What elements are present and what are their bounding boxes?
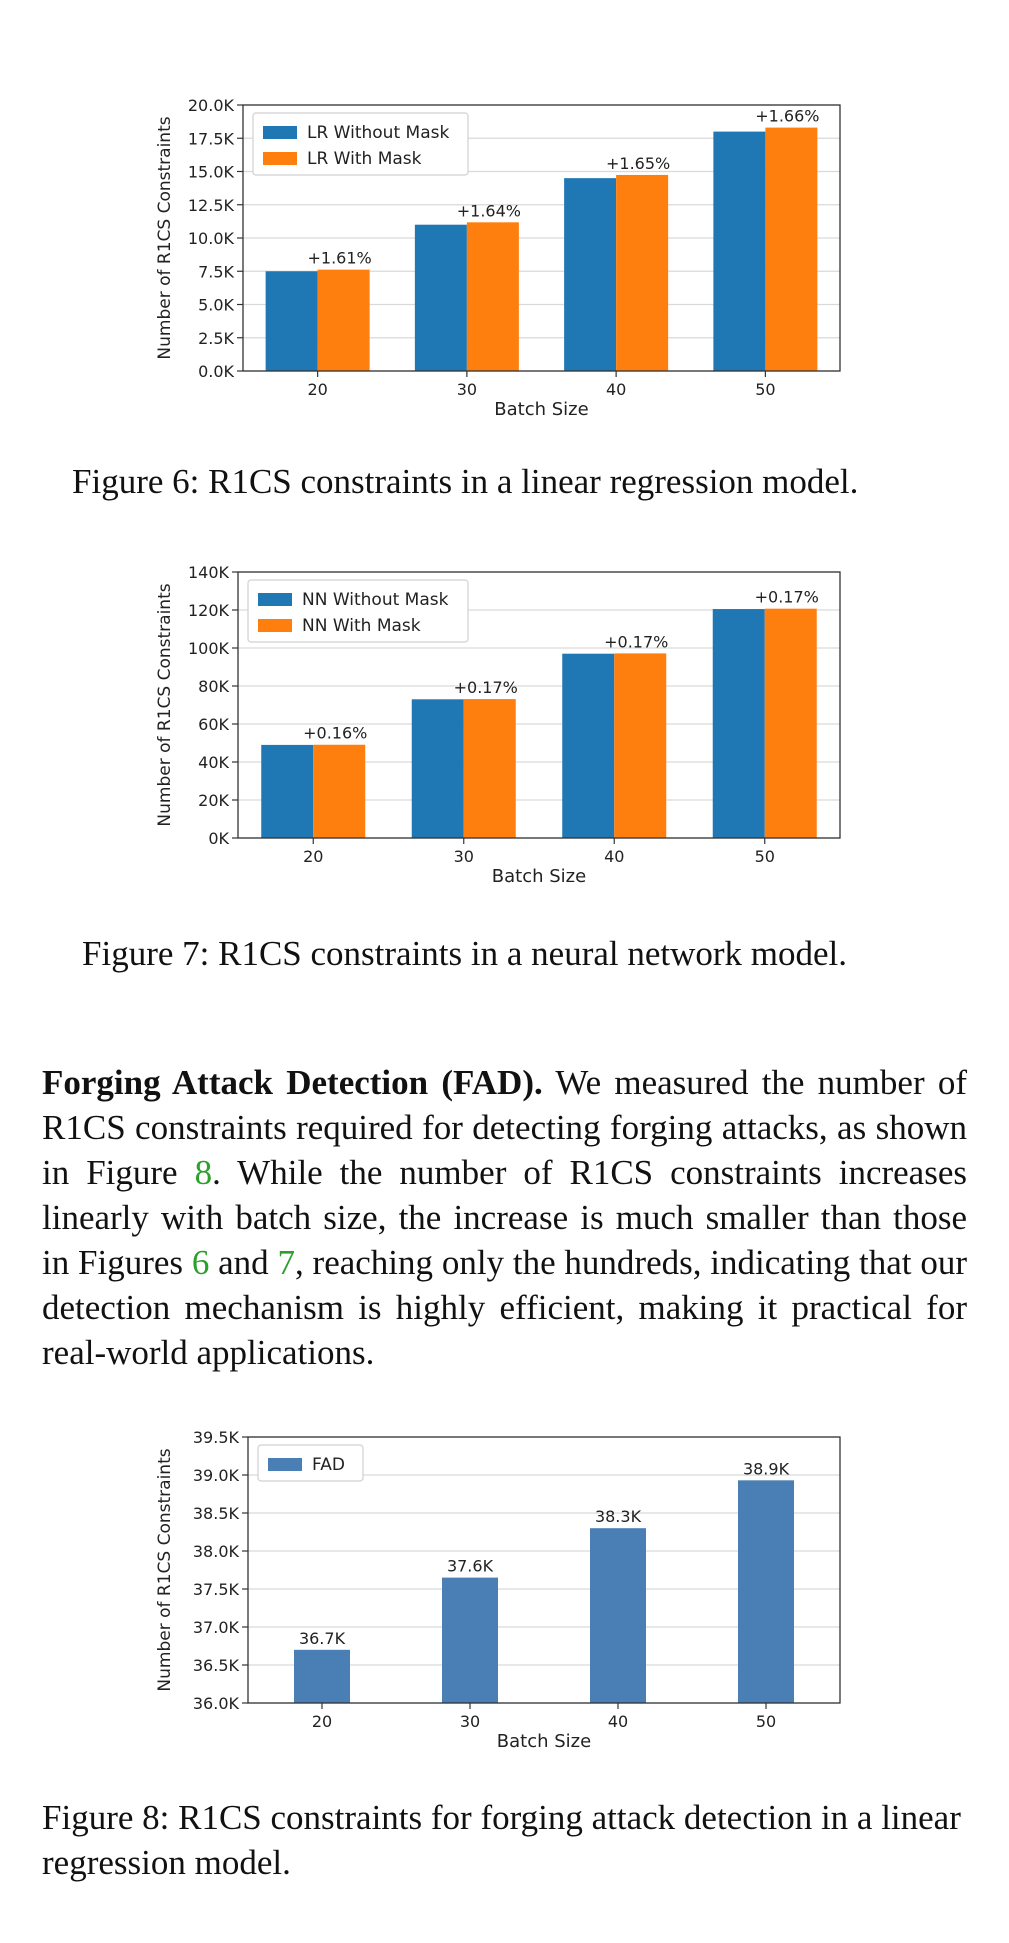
paragraph-text-1: We measured the number of R1CS constraints required for detecting forging attacks, as shown in Figure [42, 1063, 967, 1192]
data-label: +0.17% [754, 587, 819, 607]
y-tick-label: 20K [198, 791, 229, 810]
x-axis-label: Batch Size [494, 399, 589, 420]
legend [258, 1445, 363, 1481]
y-tick-label: 17.5K [187, 129, 234, 149]
bar [713, 609, 765, 838]
fad-heading: Forging Attack Detection (FAD). [42, 1063, 543, 1102]
bar [765, 609, 817, 838]
x-tick-label: 30 [459, 1712, 481, 1731]
y-axis-label: Number of R1CS Constraints [155, 583, 175, 827]
x-tick-label: 50 [755, 1712, 777, 1731]
legend-label: LR Without Mask [307, 123, 450, 143]
legend-swatch [268, 1458, 302, 1471]
figure-6 [0, 90, 1009, 430]
bar [467, 222, 519, 371]
y-tick-label: 15.0K [187, 162, 234, 182]
bar [266, 271, 318, 371]
y-tick-label: 120K [187, 601, 229, 620]
fad-paragraph [42, 1060, 967, 1375]
y-tick-label: 100K [187, 639, 229, 658]
x-tick-label: 50 [754, 847, 775, 866]
data-label: +1.65% [606, 153, 671, 173]
figure-7-caption: Figure 7: R1CS constraints in a neural network model. [82, 934, 848, 973]
legend-label: LR With Mask [307, 149, 422, 169]
y-tick-label: 20.0K [187, 96, 234, 115]
y-tick-label: 40K [198, 753, 229, 772]
bar [294, 1650, 350, 1703]
data-label: +1.61% [307, 248, 372, 268]
x-tick-label: 20 [311, 1712, 333, 1731]
x-tick-label: 20 [307, 380, 328, 399]
legend-swatch [258, 593, 292, 606]
paragraph-text-3: and [209, 1243, 278, 1282]
y-tick-label: 80K [198, 677, 229, 696]
legend-label: NN With Mask [302, 616, 421, 636]
y-tick-label: 37.0K [192, 1618, 239, 1637]
bar [564, 178, 616, 371]
figure-6-caption: Figure 6: R1CS constraints in a linear regression model. [72, 462, 859, 501]
y-tick-label: 5.0K [198, 295, 234, 315]
data-label: 38.9K [742, 1459, 790, 1479]
bar [614, 653, 666, 838]
data-label: 37.6K [446, 1556, 494, 1576]
y-tick-label: 7.5K [198, 262, 234, 282]
x-tick-label: 30 [456, 380, 478, 399]
bar [590, 1528, 646, 1703]
x-tick-label: 30 [453, 847, 474, 866]
legend-swatch [263, 126, 297, 139]
data-label: +0.17% [604, 632, 669, 652]
y-tick-label: 140K [187, 563, 229, 582]
data-label: +1.64% [456, 201, 521, 221]
x-tick-label: 20 [303, 847, 324, 866]
y-tick-label: 10.0K [187, 229, 234, 248]
legend-swatch [258, 619, 292, 632]
y-tick-label: 39.5K [192, 1428, 239, 1447]
bar [318, 270, 370, 371]
bar [313, 745, 365, 838]
bar [713, 132, 765, 371]
y-tick-label: 38.5K [192, 1504, 239, 1523]
bar [412, 699, 464, 838]
figure-8-chart [0, 1420, 1009, 1760]
legend [248, 580, 468, 642]
bar [616, 175, 668, 371]
data-label: 36.7K [298, 1628, 346, 1648]
x-axis-label: Batch Size [496, 1731, 592, 1752]
bar [765, 128, 817, 371]
x-tick-label: 50 [755, 380, 776, 399]
bar [442, 1578, 498, 1703]
x-axis-label: Batch Size [491, 866, 587, 887]
y-tick-label: 38.0K [192, 1542, 239, 1561]
figure-7 [0, 555, 1009, 895]
figure-8-reference[interactable]: 8 [194, 1153, 213, 1192]
y-tick-label: 12.5K [187, 195, 234, 215]
figure-8-caption: Figure 8: R1CS constraints for forging attack detection in a linear regression model. [42, 1798, 961, 1882]
legend-label: NN Without Mask [302, 590, 449, 610]
bar [261, 745, 313, 838]
y-axis-label: Number of R1CS Constraints [155, 116, 175, 360]
bar [415, 225, 467, 371]
x-tick-label: 40 [604, 847, 625, 866]
bar [464, 699, 516, 838]
data-label: 38.3K [594, 1507, 642, 1527]
y-tick-label: 36.5K [192, 1656, 239, 1675]
bar [562, 654, 614, 838]
y-tick-label: 60K [198, 715, 229, 734]
y-tick-label: 2.5K [198, 328, 234, 348]
data-label: +0.17% [453, 678, 518, 698]
data-label: +1.66% [755, 106, 820, 126]
y-axis-label: Number of R1CS Constraints [155, 1448, 175, 1692]
legend-label: FAD [312, 1455, 345, 1475]
figure-7-reference[interactable]: 7 [277, 1243, 295, 1282]
y-tick-label: 39.0K [192, 1466, 239, 1485]
x-tick-label: 40 [605, 380, 627, 399]
figure-8 [0, 1420, 1009, 1760]
legend [253, 113, 468, 175]
y-tick-label: 36.0K [192, 1694, 239, 1713]
paragraph-text-2: . While the number of R1CS constraints increases linearly with batch size, the increase is much smaller than those in Figures [42, 1153, 967, 1282]
legend-swatch [263, 152, 297, 165]
figure-6-reference[interactable]: 6 [191, 1243, 210, 1282]
figure-7-chart [0, 555, 1009, 895]
y-tick-label: 0K [208, 829, 229, 848]
figure-6-chart [0, 90, 1009, 430]
paragraph-text-4: , reaching only the hundreds, indicating that our detection mechanism is highly efficient, making it practical for real-world applications. [42, 1243, 967, 1372]
y-tick-label: 0.0K [198, 362, 234, 381]
bar [738, 1480, 794, 1703]
data-label: +0.16% [303, 723, 368, 743]
y-tick-label: 37.5K [192, 1580, 239, 1599]
x-tick-label: 40 [607, 1712, 629, 1731]
